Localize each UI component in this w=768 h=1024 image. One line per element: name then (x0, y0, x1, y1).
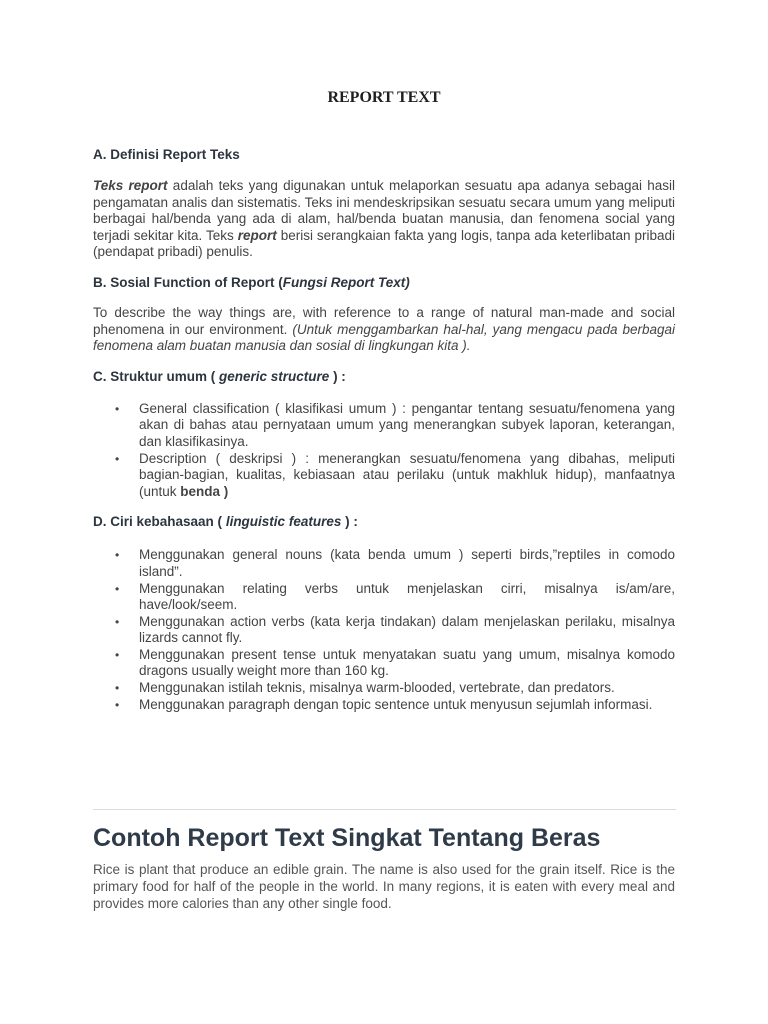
horizontal-divider (93, 809, 676, 810)
list-item (115, 646, 675, 680)
list-item-text: Menggunakan paragraph dengan topic sentence untuk menyusun sejumlah informasi. (139, 696, 653, 712)
list-item-text: Menggunakan present tense untuk menyatakan suatu yang umum, misalnya komodo dragons usually weight more than 160 kg. (139, 646, 675, 679)
section-c-heading-text: C. Struktur umum ( (93, 368, 220, 384)
example-paragraph: Rice is plant that produce an edible grain. The name is also used for the grain itself. Rice is the primary food for half of the people in the world. In many regions, it is eaten with every meal and provides more calories than any other single food. (93, 862, 675, 911)
section-c-heading-italic: generic structure (219, 368, 330, 384)
section-b-paragraph (93, 305, 675, 355)
bullet-icon: • (115, 548, 120, 563)
list-item (115, 450, 675, 501)
example-heading: Contoh Report Text Singkat Tentang Beras (93, 824, 601, 852)
linguistic-features-list (93, 547, 675, 713)
list-item-text: Description ( deskripsi ) : menerangkan sesuatu/fenomena yang dibahas, meliputi bagian-bagian, kualitas, kebiasaan atau perilaku (untuk makhluk hidup), manfaatnya (untuk (139, 450, 675, 499)
section-b-heading-text: B. Sosial Function of Report ( (93, 274, 283, 290)
section-a-paragraph (93, 178, 675, 261)
bullet-icon: • (115, 451, 120, 466)
section-a-bold: report (237, 227, 277, 243)
section-b-text: To describe the way things are, with reference to a range of natural man-made and social phenomena in our environment. (93, 304, 675, 337)
section-d-heading (93, 513, 675, 531)
section-b-italic: (Untuk menggambarkan hal-hal, yang mengacu pada berbagai fenomena alam buatan manusia dan sosial di lingkungan kita ). (93, 321, 675, 354)
section-a-end: berisi serangkaian fakta yang logis, tanpa ada keterlibatan pribadi (pendapat pribadi) penulis. (93, 227, 675, 260)
section-c-heading-end: ) : (329, 368, 346, 384)
section-d-heading-end: ) : (341, 514, 358, 530)
section-b-heading-italic: Fungsi Report Text) (282, 274, 410, 290)
bullet-icon: • (115, 401, 120, 416)
list-item (115, 547, 675, 580)
list-item-text: Menggunakan general nouns (kata benda umum ) seperti birds,”reptiles in comodo island”. (139, 547, 675, 579)
section-d-heading-text: D. Ciri kebahasaan ( (93, 514, 226, 530)
bullet-icon: • (115, 614, 120, 629)
section-b-heading (93, 274, 675, 292)
section-a-lead: Teks report (93, 178, 168, 193)
bullet-icon: • (115, 697, 120, 712)
bullet-icon: • (115, 681, 120, 696)
generic-structure-list (93, 401, 675, 501)
list-item-text: Menggunakan action verbs (kata kerja tindakan) dalam menjelaskan perilaku, misalnya lizards cannot fly. (139, 613, 675, 646)
list-item-text: Menggunakan istilah teknis, misalnya warm-blooded, vertebrate, dan predators. (139, 680, 615, 696)
section-c-heading (93, 368, 675, 386)
list-item-text: Menggunakan relating verbs untuk menjelaskan cirri, misalnya is/am/are, have/look/seem. (139, 580, 675, 613)
list-item (115, 613, 675, 647)
list-item (115, 696, 675, 714)
list-item (115, 680, 675, 697)
bullet-icon: • (115, 647, 120, 662)
list-item (115, 580, 675, 614)
section-a-heading: A. Definisi Report Teks (93, 147, 240, 162)
bullet-icon: • (115, 581, 120, 596)
list-item-text: General classification ( klasifikasi umum ) : pengantar tentang sesuatu/fenomena yang akan di bahas atau pernyataan umum yang menerangkan subyek laporan, keterangan, dan klasifikasinya. (139, 400, 675, 449)
section-d-heading-italic: linguistic features (225, 514, 342, 530)
page-title: REPORT TEXT (327, 89, 441, 106)
section-a-text: adalah teks yang digunakan untuk melaporkan sesuatu apa adanya sebagai hasil pengamatan analis dan sistematis. Teks ini mendeskripsikan sesuatu secara umum yang meliputi berbagai hal/benda yang ada di alam, hal/benda buatan manusia, dan fenomena social yang terjadi sekitar kita. Teks (93, 178, 675, 243)
document-body (93, 146, 675, 713)
list-item (115, 400, 675, 451)
list-item-bold: benda ) (180, 483, 229, 499)
